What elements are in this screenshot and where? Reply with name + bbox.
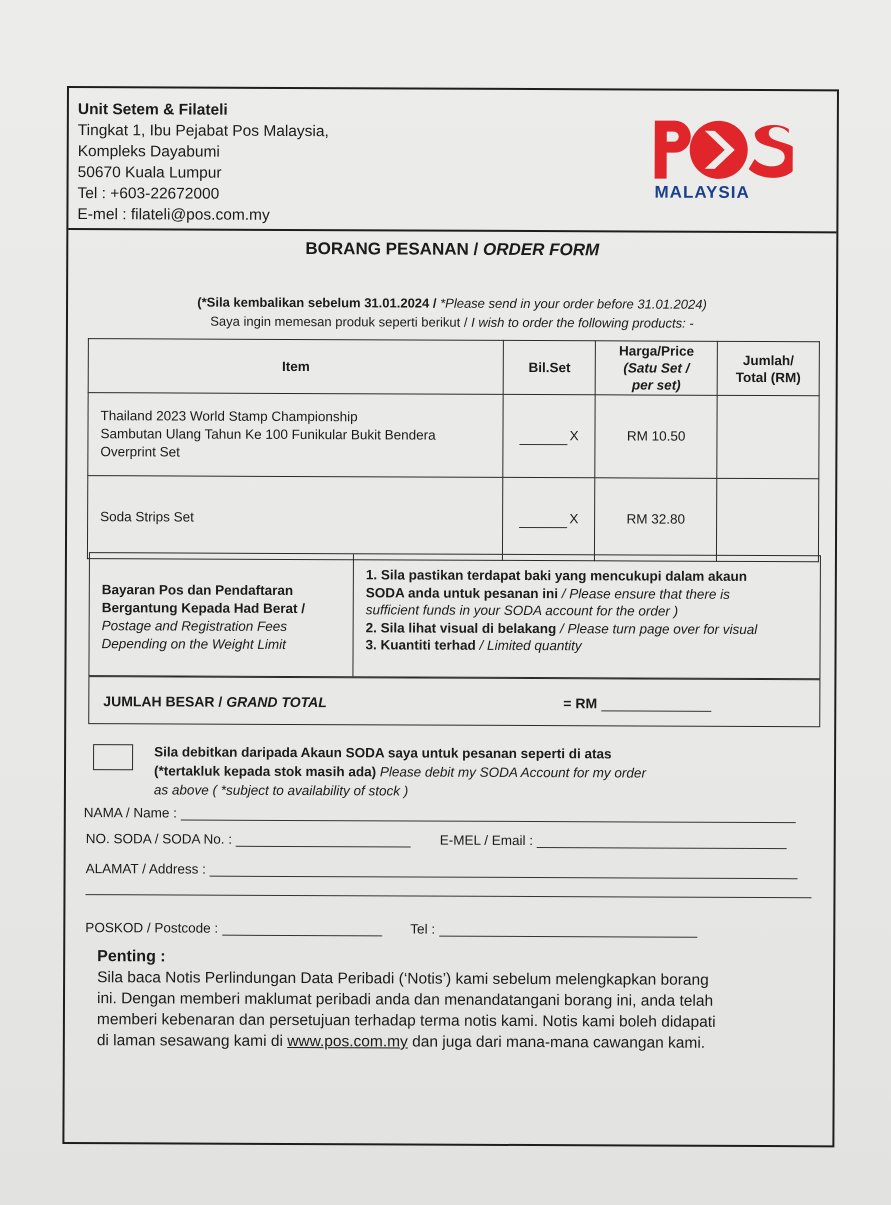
address-line: 50670 Kuala Lumpur <box>77 164 222 182</box>
form-header <box>68 88 837 233</box>
pos-malaysia-logo <box>652 119 792 208</box>
table-row <box>87 476 818 562</box>
item-name-line: Sambutan Ulang Tahun Ke 100 Funikular Bukit Bendera <box>100 426 436 443</box>
email-input[interactable] <box>537 831 787 849</box>
grand-total-row <box>88 676 820 727</box>
postcode-label: POSKOD / Postcode : <box>85 920 219 936</box>
form-title <box>68 238 836 261</box>
debit-line: (*tertakluk kepada stok masih ada) <box>153 763 377 780</box>
address-line: Kompleks Dayabumi <box>77 143 220 161</box>
privacy-line: ini. Dengan memberi maklumat peribadi anda dan menandatangani borang ini, anda telah <box>96 990 714 1010</box>
postage-fees-box <box>88 552 821 679</box>
debit-line-en: Please debit my SODA Account for my order <box>376 764 646 781</box>
order-form <box>62 86 839 1147</box>
grand-total-blank[interactable] <box>601 696 711 711</box>
debit-line: Sila debitkan daripada Akaun SODA saya untuk pesanan seperti di atas <box>154 744 612 762</box>
col-qty: Bil.Set <box>503 340 595 394</box>
item-name <box>88 393 504 478</box>
col-total-l1: Jumlah/ <box>742 352 794 368</box>
table-row <box>88 393 819 479</box>
item-name: Soda Strips Set <box>87 476 503 561</box>
tel-field <box>410 920 697 938</box>
fees-en-line: Depending on the Weight Limit <box>101 636 286 652</box>
grand-total-ms: JUMLAH BESAR / <box>103 693 227 710</box>
qty-mark: X <box>569 428 579 444</box>
total-cell[interactable] <box>717 395 819 478</box>
fees-ms-line: Bergantung Kepada Had Berat / <box>101 600 306 617</box>
intro-en: I wish to order the following products: - <box>471 314 694 331</box>
tel-input[interactable] <box>439 920 697 938</box>
email-line: E-mel : filateli@pos.com.my <box>77 206 270 224</box>
address-input[interactable] <box>210 860 798 880</box>
org-name: Unit Setem & Filateli <box>77 101 228 119</box>
price-cell: RM 32.80 <box>595 478 717 562</box>
item-name-line: Thailand 2023 World Stamp Championship <box>100 408 358 425</box>
note-3-en: / Limited quantity <box>475 637 582 654</box>
postcode-field <box>85 918 382 936</box>
col-price-l1: Harga/Price <box>618 343 695 359</box>
notice-ms: (*Sila kembalikan sebelum 31.01.2024 / <box>197 294 441 311</box>
fees-en-line: Postage and Registration Fees <box>101 618 288 634</box>
col-price-l3: per set) <box>631 377 681 393</box>
qty-cell[interactable] <box>503 394 595 477</box>
email-field <box>440 831 787 850</box>
pos-website-link[interactable]: www.pos.com.my <box>287 1032 408 1051</box>
grand-total-en: GRAND TOTAL <box>226 693 327 711</box>
soda-field <box>86 829 411 847</box>
note-1-en: sufficient funds in your SODA account for the order ) <box>365 602 679 619</box>
privacy-notice <box>97 946 807 1054</box>
col-total-l2: Total (RM) <box>735 369 801 385</box>
grand-total-amount <box>563 695 711 712</box>
email-label: E-MEL / Email : <box>439 832 534 849</box>
logo-subtitle: MALAYSIA <box>654 182 750 202</box>
address-line-2[interactable] <box>85 894 811 898</box>
qty-blank[interactable] <box>519 513 567 528</box>
col-total <box>717 341 819 395</box>
qty-blank[interactable] <box>520 430 568 445</box>
order-notes <box>366 566 758 655</box>
qty-mark: X <box>569 511 579 527</box>
address-field <box>86 859 798 879</box>
debit-consent-text <box>154 742 646 801</box>
name-field <box>84 803 796 823</box>
title-en: ORDER FORM <box>482 239 600 260</box>
price-cell: RM 10.50 <box>595 395 717 479</box>
grand-total-label <box>103 693 327 710</box>
debit-line-en: as above ( *subject to availability of stock ) <box>153 782 409 799</box>
name-input[interactable] <box>181 804 796 824</box>
intro-ms: Saya ingin memesan produk seperti berikut / <box>210 313 472 330</box>
address-line: Tingkat 1, Ibu Pejabat Pos Malaysia, <box>77 122 329 141</box>
order-intro <box>68 313 836 331</box>
privacy-line <box>97 1030 807 1054</box>
col-item: Item <box>88 339 504 395</box>
notice-en: *Please send in your order before 31.01.2024) <box>440 295 707 312</box>
privacy-line: memberi kebenaran dan persetujuan terhadap terma notis kami. Notis kami boleh didapati <box>96 1011 716 1031</box>
col-price-l2: (Satu Set / <box>623 360 690 376</box>
postcode-input[interactable] <box>222 919 382 937</box>
deadline-notice <box>68 294 836 312</box>
note-1: SODA anda untuk pesanan ini <box>365 584 559 601</box>
pos-logo-mark <box>653 119 793 184</box>
fees-ms-line: Bayaran Pos dan Pendaftaran <box>101 582 294 598</box>
name-label: NAMA / Name : <box>83 805 177 821</box>
privacy-line-post: dan juga dari mana-mana cawangan kami. <box>407 1033 706 1052</box>
note-3: 3. Kuantiti terhad <box>365 637 476 653</box>
items-table <box>87 338 820 562</box>
note-1-en: / Please ensure that there is <box>558 585 730 602</box>
address-label: ALAMAT / Address : <box>85 861 206 877</box>
note-1: 1. Sila pastikan terdapat baki yang mencukupi dalam akaun <box>365 567 748 584</box>
debit-consent-checkbox[interactable] <box>93 744 133 770</box>
title-ms: BORANG PESANAN / <box>305 239 484 259</box>
note-2: 2. Sila lihat visual di belakang <box>365 619 557 636</box>
col-price <box>595 341 717 396</box>
privacy-title: Penting : <box>97 948 166 966</box>
tel-label: Tel : <box>410 921 436 937</box>
item-name-line: Overprint Set <box>100 444 180 460</box>
sender-address <box>77 99 329 226</box>
privacy-line: Sila baca Notis Perlindungan Data Peribadi (‘Notis’) kami sebelum melengkapkan borang <box>97 969 709 989</box>
soda-label: NO. SODA / SODA No. : <box>85 831 233 847</box>
total-cell[interactable] <box>717 478 819 561</box>
qty-cell[interactable] <box>503 477 595 560</box>
postage-fees-label <box>89 553 354 676</box>
note-2-en: / Please turn page over for visual <box>556 620 758 637</box>
phone-line: Tel : +603-22672000 <box>77 185 220 203</box>
privacy-line-pre: di laman sesawang kami di <box>96 1032 288 1050</box>
table-header-row <box>88 339 819 396</box>
soda-input[interactable] <box>236 830 411 848</box>
grand-total-eq: = RM <box>563 695 598 712</box>
